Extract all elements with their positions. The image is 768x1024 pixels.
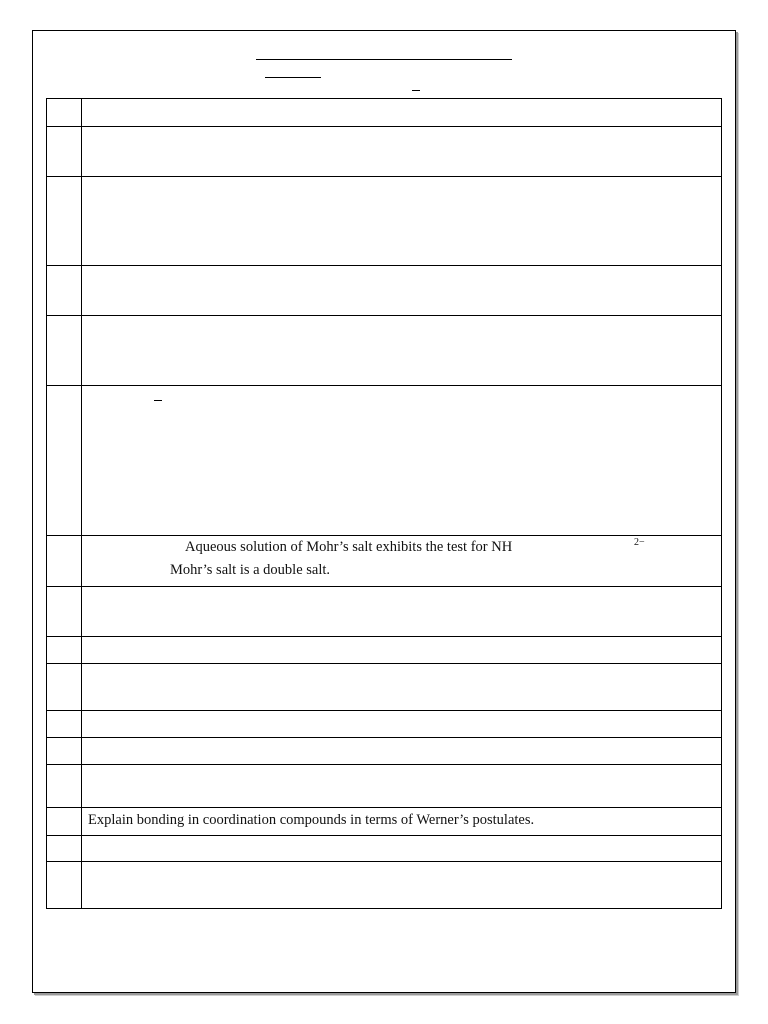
- title-underline: [256, 59, 512, 60]
- question-number-cell: [47, 266, 82, 316]
- table-row: [47, 266, 722, 316]
- table-row: [47, 862, 722, 909]
- table-row: [47, 765, 722, 808]
- question-number-cell: [47, 386, 82, 536]
- table-row: [47, 637, 722, 664]
- question-number-cell: [47, 808, 82, 836]
- question-number-cell: [47, 536, 82, 587]
- question-number-cell: [47, 637, 82, 664]
- question-text-cell: [82, 266, 722, 316]
- table-row: [47, 386, 722, 536]
- subtitle-underline: [265, 77, 321, 78]
- question-number-cell: [47, 127, 82, 177]
- question-text-cell: [82, 386, 722, 536]
- question-number-cell: [47, 664, 82, 711]
- table-row: [47, 711, 722, 738]
- question-text-cell: [82, 127, 722, 177]
- question-text-cell: [82, 177, 722, 266]
- statement-line-1: Aqueous solution of Mohr’s salt exhibits the test for NH: [185, 539, 513, 555]
- question-text-cell: [82, 664, 722, 711]
- question-number-cell: [47, 316, 82, 386]
- question-text-cell: [82, 536, 722, 587]
- question-text-cell: [82, 808, 722, 836]
- table-row: [47, 836, 722, 862]
- question-text-cell: [82, 862, 722, 909]
- question-text-cell: [82, 316, 722, 386]
- superscript-charge: 2−: [634, 537, 645, 548]
- table-row: [47, 536, 722, 587]
- table-row: [47, 587, 722, 637]
- question-text-cell: [82, 587, 722, 637]
- question-table: [46, 98, 722, 909]
- table-row: [47, 127, 722, 177]
- question-number-cell: [47, 99, 82, 127]
- question-text-cell: [82, 765, 722, 808]
- question-text: Explain bonding in coordination compounds in terms of Werner’s postulates.: [88, 812, 535, 828]
- question-number-cell: [47, 862, 82, 909]
- table-row: [47, 99, 722, 127]
- table-row: [47, 664, 722, 711]
- table-row: [47, 738, 722, 765]
- question-text-cell: [82, 836, 722, 862]
- statement-line-2: Mohr’s salt is a double salt.: [170, 562, 331, 578]
- question-number-cell: [47, 836, 82, 862]
- header-dash-mark: [412, 90, 420, 91]
- table-row: [47, 808, 722, 836]
- question-number-cell: [47, 765, 82, 808]
- question-number-cell: [47, 711, 82, 738]
- question-number-cell: [47, 177, 82, 266]
- question-number-cell: [47, 738, 82, 765]
- question-number-cell: [47, 587, 82, 637]
- table-row: [47, 316, 722, 386]
- question-text-cell: [82, 711, 722, 738]
- table-row: [47, 177, 722, 266]
- inline-dash-mark: [154, 400, 162, 401]
- question-text-cell: [82, 637, 722, 664]
- question-text-cell: [82, 99, 722, 127]
- question-text-cell: [82, 738, 722, 765]
